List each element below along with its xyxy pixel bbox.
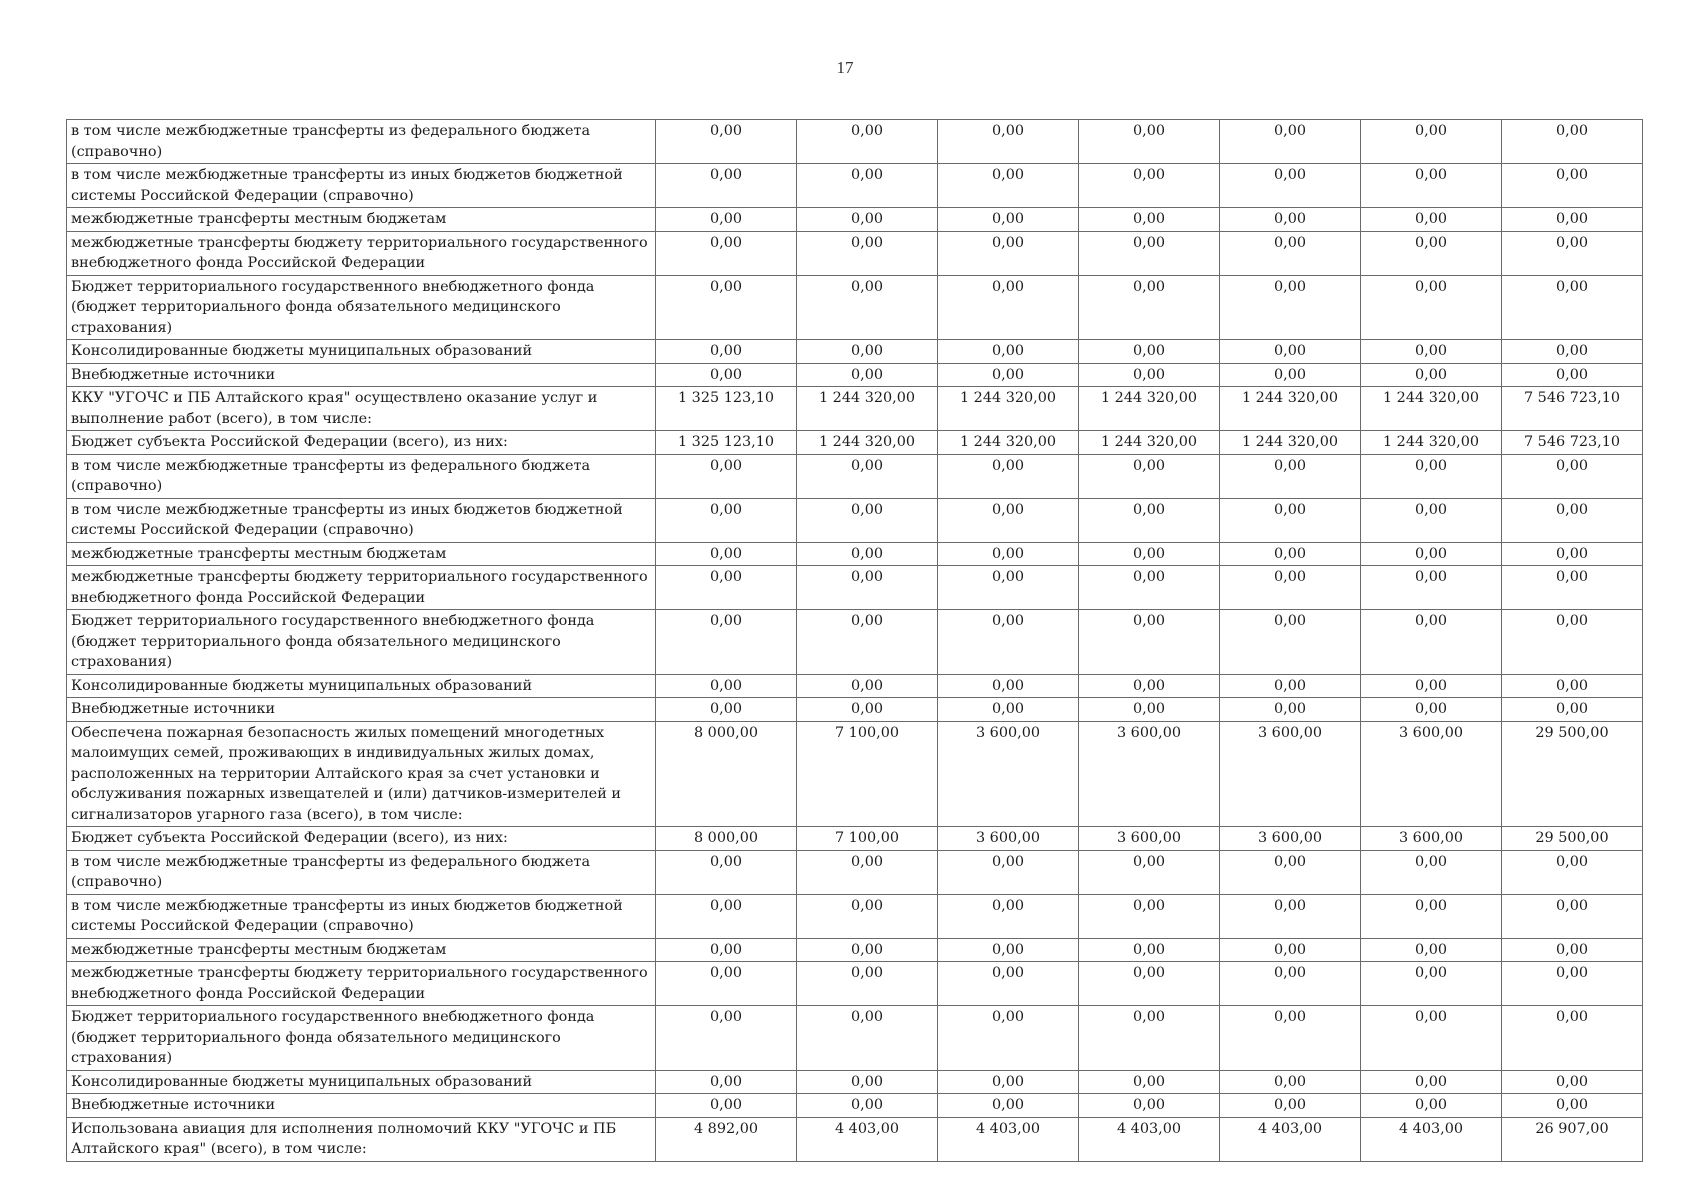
value-cell: 4 403,00 [938, 1117, 1079, 1161]
table-row [67, 542, 1643, 566]
value-cell: 3 600,00 [1361, 827, 1502, 851]
value-cell: 0,00 [1220, 454, 1361, 498]
row-label: Бюджет субъекта Российской Федерации (всего), из них: [67, 431, 656, 455]
value-cell: 0,00 [656, 542, 797, 566]
table-row [67, 1006, 1643, 1071]
table-row [67, 164, 1643, 208]
value-cell: 3 600,00 [938, 827, 1079, 851]
value-cell: 29 500,00 [1502, 827, 1643, 851]
value-cell: 0,00 [1502, 1006, 1643, 1071]
row-label: Бюджет субъекта Российской Федерации (всего), из них: [67, 827, 656, 851]
table-row [67, 721, 1643, 827]
table-row [67, 1094, 1643, 1118]
table-row [67, 827, 1643, 851]
row-label: Внебюджетные источники [67, 363, 656, 387]
value-cell: 4 403,00 [1361, 1117, 1502, 1161]
value-cell: 0,00 [1361, 275, 1502, 340]
value-cell: 0,00 [656, 164, 797, 208]
value-cell: 4 403,00 [1220, 1117, 1361, 1161]
value-cell: 26 907,00 [1502, 1117, 1643, 1161]
value-cell: 29 500,00 [1502, 721, 1643, 827]
value-cell: 7 546 723,10 [1502, 431, 1643, 455]
value-cell: 0,00 [1502, 454, 1643, 498]
table-row [67, 340, 1643, 364]
value-cell: 0,00 [1502, 894, 1643, 938]
value-cell: 7 100,00 [797, 721, 938, 827]
table-row [67, 698, 1643, 722]
value-cell: 0,00 [1079, 120, 1220, 164]
value-cell: 0,00 [656, 566, 797, 610]
value-cell: 7 546 723,10 [1502, 387, 1643, 431]
value-cell: 8 000,00 [656, 721, 797, 827]
value-cell: 0,00 [1361, 1006, 1502, 1071]
value-cell: 0,00 [938, 1006, 1079, 1071]
table-row [67, 498, 1643, 542]
value-cell: 0,00 [1220, 498, 1361, 542]
value-cell: 0,00 [797, 1094, 938, 1118]
row-label: Консолидированные бюджеты муниципальных образований [67, 340, 656, 364]
value-cell: 0,00 [797, 1070, 938, 1094]
table-row [67, 674, 1643, 698]
value-cell: 0,00 [656, 208, 797, 232]
value-cell: 0,00 [938, 275, 1079, 340]
value-cell: 0,00 [656, 674, 797, 698]
value-cell: 1 244 320,00 [1079, 431, 1220, 455]
value-cell: 0,00 [1079, 698, 1220, 722]
value-cell: 0,00 [1220, 1006, 1361, 1071]
table-row [67, 454, 1643, 498]
value-cell: 0,00 [938, 962, 1079, 1006]
value-cell: 0,00 [797, 275, 938, 340]
value-cell: 0,00 [1502, 498, 1643, 542]
table-body [67, 120, 1643, 1162]
value-cell: 0,00 [1079, 1006, 1220, 1071]
table-row [67, 894, 1643, 938]
value-cell: 0,00 [1361, 363, 1502, 387]
value-cell: 0,00 [1220, 275, 1361, 340]
value-cell: 0,00 [797, 164, 938, 208]
table-row [67, 850, 1643, 894]
value-cell: 0,00 [938, 674, 1079, 698]
value-cell: 0,00 [1079, 894, 1220, 938]
value-cell: 0,00 [1220, 566, 1361, 610]
row-label: Бюджет территориального государственного внебюджетного фонда (бюджет территориального фонда обязательного медицинского страхования) [67, 1006, 656, 1071]
value-cell: 0,00 [1220, 164, 1361, 208]
value-cell: 0,00 [1502, 275, 1643, 340]
value-cell: 0,00 [656, 1070, 797, 1094]
value-cell: 3 600,00 [938, 721, 1079, 827]
value-cell: 0,00 [938, 566, 1079, 610]
row-label: межбюджетные трансферты местным бюджетам [67, 542, 656, 566]
value-cell: 0,00 [938, 1094, 1079, 1118]
table-row [67, 566, 1643, 610]
value-cell: 0,00 [1220, 1094, 1361, 1118]
value-cell: 0,00 [938, 1070, 1079, 1094]
value-cell: 0,00 [938, 610, 1079, 675]
row-label: межбюджетные трансферты местным бюджетам [67, 208, 656, 232]
value-cell: 3 600,00 [1079, 827, 1220, 851]
table-row [67, 275, 1643, 340]
value-cell: 0,00 [1502, 120, 1643, 164]
table-row [67, 363, 1643, 387]
value-cell: 0,00 [797, 1006, 938, 1071]
value-cell: 1 325 123,10 [656, 431, 797, 455]
table-row [67, 938, 1643, 962]
value-cell: 3 600,00 [1220, 721, 1361, 827]
value-cell: 0,00 [797, 610, 938, 675]
value-cell: 0,00 [938, 894, 1079, 938]
table-row [67, 1070, 1643, 1094]
value-cell: 0,00 [1079, 1070, 1220, 1094]
budget-table [66, 119, 1643, 1162]
value-cell: 0,00 [938, 208, 1079, 232]
value-cell: 0,00 [1361, 1070, 1502, 1094]
value-cell: 0,00 [797, 894, 938, 938]
value-cell: 0,00 [656, 120, 797, 164]
value-cell: 0,00 [1502, 962, 1643, 1006]
value-cell: 0,00 [1079, 674, 1220, 698]
value-cell: 0,00 [938, 698, 1079, 722]
value-cell: 4 892,00 [656, 1117, 797, 1161]
value-cell: 0,00 [1220, 542, 1361, 566]
value-cell: 0,00 [797, 498, 938, 542]
value-cell: 0,00 [1502, 610, 1643, 675]
value-cell: 0,00 [938, 120, 1079, 164]
value-cell: 0,00 [656, 498, 797, 542]
value-cell: 0,00 [1502, 938, 1643, 962]
table-row [67, 1117, 1643, 1161]
value-cell: 0,00 [656, 340, 797, 364]
value-cell: 0,00 [797, 363, 938, 387]
value-cell: 0,00 [656, 698, 797, 722]
value-cell: 1 244 320,00 [938, 431, 1079, 455]
value-cell: 0,00 [797, 566, 938, 610]
value-cell: 0,00 [797, 850, 938, 894]
value-cell: 3 600,00 [1220, 827, 1361, 851]
value-cell: 3 600,00 [1079, 721, 1220, 827]
value-cell: 0,00 [1361, 894, 1502, 938]
value-cell: 0,00 [1361, 698, 1502, 722]
table-row [67, 208, 1643, 232]
page-number: 17 [836, 58, 854, 77]
value-cell: 0,00 [1361, 498, 1502, 542]
value-cell: 0,00 [1079, 566, 1220, 610]
value-cell: 0,00 [1079, 454, 1220, 498]
value-cell: 1 244 320,00 [1361, 387, 1502, 431]
value-cell: 1 244 320,00 [1220, 387, 1361, 431]
value-cell: 0,00 [1502, 340, 1643, 364]
value-cell: 0,00 [1220, 962, 1361, 1006]
value-cell: 0,00 [1220, 674, 1361, 698]
value-cell: 0,00 [938, 363, 1079, 387]
value-cell: 0,00 [1361, 542, 1502, 566]
row-label: межбюджетные трансферты бюджету территориального государственного внебюджетного фонда Российской Федерации [67, 231, 656, 275]
value-cell: 0,00 [1361, 208, 1502, 232]
value-cell: 0,00 [938, 938, 1079, 962]
value-cell: 4 403,00 [797, 1117, 938, 1161]
table-row [67, 610, 1643, 675]
value-cell: 0,00 [1361, 231, 1502, 275]
value-cell: 0,00 [1502, 698, 1643, 722]
value-cell: 0,00 [1079, 610, 1220, 675]
value-cell: 0,00 [656, 1094, 797, 1118]
value-cell: 0,00 [797, 698, 938, 722]
value-cell: 0,00 [1220, 894, 1361, 938]
value-cell: 0,00 [656, 610, 797, 675]
value-cell: 0,00 [1220, 610, 1361, 675]
row-label: межбюджетные трансферты бюджету территориального государственного внебюджетного фонда Российской Федерации [67, 962, 656, 1006]
value-cell: 0,00 [656, 850, 797, 894]
value-cell: 0,00 [1361, 454, 1502, 498]
value-cell: 0,00 [938, 454, 1079, 498]
value-cell: 0,00 [1502, 231, 1643, 275]
value-cell: 0,00 [1361, 674, 1502, 698]
row-label: межбюджетные трансферты бюджету территориального государственного внебюджетного фонда Российской Федерации [67, 566, 656, 610]
value-cell: 0,00 [656, 454, 797, 498]
value-cell: 0,00 [656, 231, 797, 275]
value-cell: 0,00 [1220, 208, 1361, 232]
value-cell: 0,00 [1079, 938, 1220, 962]
value-cell: 0,00 [797, 120, 938, 164]
value-cell: 0,00 [1361, 850, 1502, 894]
value-cell: 0,00 [656, 894, 797, 938]
value-cell: 0,00 [656, 275, 797, 340]
value-cell: 0,00 [1220, 850, 1361, 894]
value-cell: 0,00 [1220, 698, 1361, 722]
value-cell: 0,00 [938, 498, 1079, 542]
value-cell: 0,00 [1079, 340, 1220, 364]
value-cell: 0,00 [797, 962, 938, 1006]
row-label: в том числе межбюджетные трансферты из иных бюджетов бюджетной системы Российской Федерации (справочно) [67, 498, 656, 542]
value-cell: 0,00 [797, 542, 938, 566]
value-cell: 0,00 [1079, 498, 1220, 542]
row-label: Бюджет территориального государственного внебюджетного фонда (бюджет территориального фонда обязательного медицинского страхования) [67, 610, 656, 675]
value-cell: 0,00 [1502, 1070, 1643, 1094]
table-row [67, 431, 1643, 455]
value-cell: 8 000,00 [656, 827, 797, 851]
value-cell: 0,00 [797, 340, 938, 364]
value-cell: 0,00 [1502, 363, 1643, 387]
value-cell: 0,00 [1361, 164, 1502, 208]
value-cell: 0,00 [1502, 850, 1643, 894]
row-label: в том числе межбюджетные трансферты из федерального бюджета (справочно) [67, 850, 656, 894]
value-cell: 0,00 [1361, 962, 1502, 1006]
value-cell: 0,00 [1079, 1094, 1220, 1118]
value-cell: 1 244 320,00 [797, 387, 938, 431]
value-cell: 0,00 [797, 208, 938, 232]
value-cell: 0,00 [938, 164, 1079, 208]
value-cell: 1 244 320,00 [1220, 431, 1361, 455]
row-label: межбюджетные трансферты местным бюджетам [67, 938, 656, 962]
value-cell: 0,00 [797, 231, 938, 275]
value-cell: 1 244 320,00 [1361, 431, 1502, 455]
row-label: ККУ "УГОЧС и ПБ Алтайского края" осуществлено оказание услуг и выполнение работ (всего), в том числе: [67, 387, 656, 431]
row-label: Консолидированные бюджеты муниципальных образований [67, 1070, 656, 1094]
value-cell: 0,00 [656, 1006, 797, 1071]
value-cell: 0,00 [1079, 164, 1220, 208]
row-label: Бюджет территориального государственного внебюджетного фонда (бюджет территориального фонда обязательного медицинского страхования) [67, 275, 656, 340]
value-cell: 0,00 [1079, 962, 1220, 1006]
value-cell: 0,00 [656, 938, 797, 962]
row-label: в том числе межбюджетные трансферты из федерального бюджета (справочно) [67, 454, 656, 498]
value-cell: 0,00 [1079, 850, 1220, 894]
value-cell: 0,00 [797, 454, 938, 498]
value-cell: 0,00 [1361, 340, 1502, 364]
value-cell: 0,00 [1361, 938, 1502, 962]
value-cell: 0,00 [1361, 120, 1502, 164]
value-cell: 1 325 123,10 [656, 387, 797, 431]
value-cell: 0,00 [1079, 363, 1220, 387]
row-label: Внебюджетные источники [67, 1094, 656, 1118]
value-cell: 0,00 [656, 962, 797, 1006]
value-cell: 0,00 [797, 938, 938, 962]
row-label: Обеспечена пожарная безопасность жилых помещений многодетных малоимущих семей, проживающих в индивидуальных жилых домах, расположенных на территории Алтайского края за счет установки и обслуживания пожарных извещателей и (или) датчиков-измерителей и сигнализаторов угарного газа (всего), в том числе: [67, 721, 656, 827]
value-cell: 1 244 320,00 [1079, 387, 1220, 431]
value-cell: 0,00 [1220, 340, 1361, 364]
value-cell: 0,00 [1079, 231, 1220, 275]
value-cell: 0,00 [1502, 164, 1643, 208]
value-cell: 0,00 [656, 363, 797, 387]
row-label: в том числе межбюджетные трансферты из иных бюджетов бюджетной системы Российской Федерации (справочно) [67, 164, 656, 208]
value-cell: 0,00 [1220, 120, 1361, 164]
value-cell: 0,00 [938, 340, 1079, 364]
value-cell: 0,00 [938, 542, 1079, 566]
row-label: Внебюджетные источники [67, 698, 656, 722]
value-cell: 0,00 [1361, 566, 1502, 610]
value-cell: 0,00 [1079, 208, 1220, 232]
table-row [67, 231, 1643, 275]
value-cell: 0,00 [938, 850, 1079, 894]
value-cell: 0,00 [797, 674, 938, 698]
row-label: в том числе межбюджетные трансферты из иных бюджетов бюджетной системы Российской Федерации (справочно) [67, 894, 656, 938]
value-cell: 0,00 [1079, 275, 1220, 340]
row-label: Использована авиация для исполнения полномочий ККУ "УГОЧС и ПБ Алтайского края" (всего), в том числе: [67, 1117, 656, 1161]
table-row [67, 962, 1643, 1006]
value-cell: 4 403,00 [1079, 1117, 1220, 1161]
table-row [67, 120, 1643, 164]
value-cell: 0,00 [1502, 566, 1643, 610]
value-cell: 1 244 320,00 [797, 431, 938, 455]
value-cell: 0,00 [1079, 542, 1220, 566]
value-cell: 0,00 [1502, 542, 1643, 566]
value-cell: 0,00 [1361, 1094, 1502, 1118]
value-cell: 0,00 [1220, 938, 1361, 962]
value-cell: 7 100,00 [797, 827, 938, 851]
value-cell: 0,00 [1361, 610, 1502, 675]
value-cell: 0,00 [1502, 674, 1643, 698]
table-row [67, 387, 1643, 431]
row-label: в том числе межбюджетные трансферты из федерального бюджета (справочно) [67, 120, 656, 164]
value-cell: 3 600,00 [1361, 721, 1502, 827]
value-cell: 1 244 320,00 [938, 387, 1079, 431]
value-cell: 0,00 [1220, 363, 1361, 387]
value-cell: 0,00 [938, 231, 1079, 275]
value-cell: 0,00 [1220, 231, 1361, 275]
value-cell: 0,00 [1502, 1094, 1643, 1118]
value-cell: 0,00 [1220, 1070, 1361, 1094]
row-label: Консолидированные бюджеты муниципальных образований [67, 674, 656, 698]
value-cell: 0,00 [1502, 208, 1643, 232]
